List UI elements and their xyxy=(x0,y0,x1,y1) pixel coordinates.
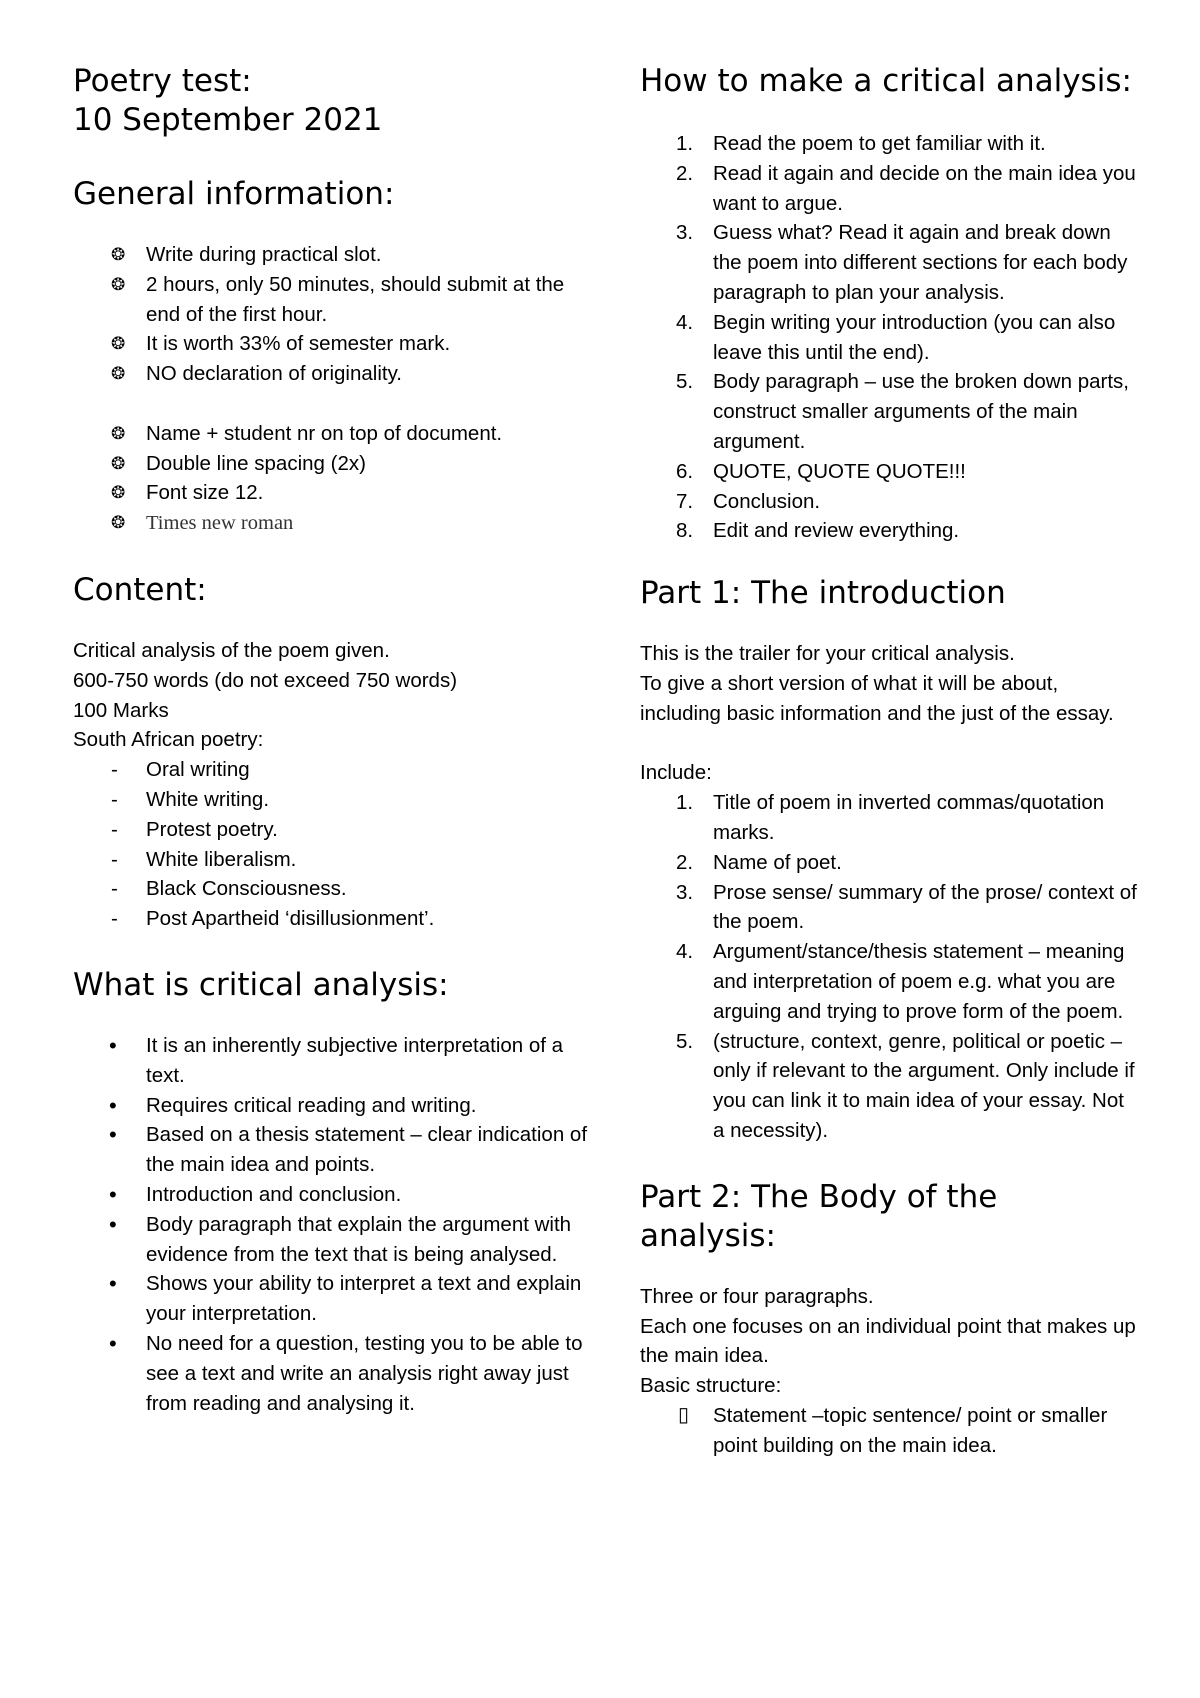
document-title xyxy=(73,62,593,140)
list-item: 6. QUOTE, QUOTE QUOTE!!! xyxy=(640,457,1140,487)
list-number: 7. xyxy=(676,489,694,513)
section-heading: General information: xyxy=(73,176,395,212)
list-item: 1. Read the poem to get familiar with it. xyxy=(640,129,1140,159)
section-heading: Content: xyxy=(73,571,207,608)
gear-bullet-icon: ❂ xyxy=(111,274,126,294)
dash-bullet: - xyxy=(111,847,118,871)
list-item: ▯ Statement –topic sentence/ point or smaller point building on the main idea. xyxy=(640,1401,1140,1461)
list-item: 3. Guess what? Read it again and break down the poem into different sections for each body paragraph to plan your analysis. xyxy=(640,218,1140,307)
general-list-b xyxy=(73,419,593,539)
list-item: - Black Consciousness. xyxy=(73,874,593,904)
list-item: • Shows your ability to interpret a text and explain your interpretation. xyxy=(109,1271,582,1326)
intro-line: This is the trailer for your critical analysis. xyxy=(640,642,1015,666)
dot-bullet: • xyxy=(109,1330,117,1356)
list-item: 2. Name of poet. xyxy=(640,848,1140,878)
content-line: Critical analysis of the poem given. xyxy=(73,638,390,662)
list-number: 5. xyxy=(676,1029,694,1053)
gear-bullet-icon: ❂ xyxy=(111,334,126,354)
gear-bullet-icon: ❂ xyxy=(111,245,126,264)
content-line: South African poetry: xyxy=(73,728,264,752)
body-line: Basic structure: xyxy=(640,1374,782,1398)
right-column xyxy=(640,62,1140,1492)
list-item: 5. (structure, context, genre, political or poetic – only if relevant to the argument. Only include if you can link it to main idea of your essay. Not a necessity). xyxy=(640,1027,1140,1146)
section-general-information xyxy=(73,175,593,539)
content-list xyxy=(73,755,593,934)
dot-bullet: • xyxy=(109,1181,117,1207)
list-item: ❂ NO declaration of originality. xyxy=(73,359,593,389)
list-number: 2. xyxy=(676,850,694,874)
dot-bullet: • xyxy=(109,1271,117,1297)
list-item: ❂ 2 hours, only 50 minutes, should submit at the end of the first hour. xyxy=(73,270,593,330)
list-item: ❂ Times new roman xyxy=(73,508,593,539)
list-item: • Body paragraph that explain the argument with evidence from the text that is being analysed. xyxy=(109,1211,572,1266)
dot-bullet: • xyxy=(109,1032,117,1058)
gear-bullet-icon: ❂ xyxy=(111,453,126,473)
gear-bullet-icon: ❂ xyxy=(111,364,126,384)
list-item: 3. Prose sense/ summary of the prose/ context of the poem. xyxy=(640,878,1140,938)
list-number: 1. xyxy=(676,132,694,155)
section-heading: What is critical analysis: xyxy=(73,966,449,1003)
list-item: - Protest poetry. xyxy=(73,815,593,845)
list-item: - Oral writing xyxy=(73,755,593,785)
list-item: 8. Edit and review everything. xyxy=(640,516,1140,546)
content-line: 100 Marks xyxy=(73,698,169,722)
general-list-a xyxy=(73,240,593,389)
section-content xyxy=(73,571,593,934)
list-item: - White liberalism. xyxy=(73,845,593,875)
list-number: 5. xyxy=(676,370,694,394)
section-part-2-body xyxy=(640,1178,1140,1461)
list-number: 3. xyxy=(676,880,694,904)
dash-bullet: - xyxy=(111,877,118,901)
gear-bullet-icon: ❂ xyxy=(111,483,126,503)
gear-bullet-icon: ❂ xyxy=(111,513,126,533)
left-column xyxy=(73,62,593,1450)
list-number: 4. xyxy=(676,310,694,334)
list-item: • Based on a thesis statement – clear indication of the main idea and points. xyxy=(109,1122,588,1177)
list-number: 2. xyxy=(676,161,694,185)
list-item: 5. Body paragraph – use the broken down parts, construct smaller arguments of the main argument. xyxy=(640,367,1140,456)
list-item: 2. Read it again and decide on the main idea you want to argue. xyxy=(640,159,1140,219)
dash-bullet: - xyxy=(111,817,118,841)
list-item: 7. Conclusion. xyxy=(640,487,1140,517)
section-how-to-make-critical-analysis xyxy=(640,62,1140,546)
dot-bullet: • xyxy=(109,1122,117,1148)
dash-bullet: - xyxy=(111,758,118,782)
intro-line: To give a short version of what it will be about, including basic information and the just of the essay. xyxy=(640,671,1114,725)
dot-bullet: • xyxy=(109,1211,117,1237)
include-list xyxy=(640,788,1140,1146)
body-line: Each one focuses on an individual point that makes up the main idea. xyxy=(640,1314,1136,1368)
list-item: - White writing. xyxy=(73,785,593,815)
list-item: • Requires critical reading and writing. xyxy=(73,1091,593,1121)
list-number: 1. xyxy=(676,791,694,815)
body-line: Three or four paragraphs. xyxy=(640,1284,874,1308)
list-number: 6. xyxy=(676,459,694,483)
title-line-1: Poetry test: xyxy=(73,63,252,99)
section-part-1-introduction xyxy=(640,574,1140,1146)
content-line: 600-750 words (do not exceed 750 words) xyxy=(73,668,458,692)
gear-bullet-icon: ❂ xyxy=(111,423,126,443)
dash-bullet: - xyxy=(111,787,118,811)
dot-bullet: • xyxy=(109,1092,117,1118)
structure-list xyxy=(640,1401,1140,1461)
list-item: • It is an inherently subjective interpretation of a text. xyxy=(109,1032,564,1087)
list-item: 4. Argument/stance/thesis statement – meaning and interpretation of poem e.g. what you are arguing and trying to prove form of the poem. xyxy=(640,937,1140,1026)
section-heading: How to make a critical analysis: xyxy=(640,63,1132,99)
include-label: Include: xyxy=(640,761,712,785)
list-item: • Introduction and conclusion. xyxy=(73,1180,593,1210)
list-number: 4. xyxy=(676,940,694,964)
section-heading: Part 2: The Body of the analysis: xyxy=(640,1178,998,1254)
section-heading: Part 1: The introduction xyxy=(640,575,1006,612)
list-item: ❂ Double line spacing (2x) xyxy=(73,449,593,479)
howto-list xyxy=(640,129,1140,546)
list-item: ❂ Name + student nr on top of document. xyxy=(73,419,593,449)
dash-bullet: - xyxy=(111,907,118,931)
list-item: - Post Apartheid ‘disillusionment’. xyxy=(73,904,593,934)
list-item: ❂ Write during practical slot. xyxy=(73,240,593,270)
critical-list xyxy=(73,1031,593,1418)
section-what-is-critical-analysis xyxy=(73,966,593,1418)
list-item: ❂ It is worth 33% of semester mark. xyxy=(73,329,593,359)
list-number: 3. xyxy=(676,221,694,245)
box-bullet-icon: ▯ xyxy=(678,1403,690,1426)
title-line-2: 10 September 2021 xyxy=(73,102,383,138)
list-number: 8. xyxy=(676,519,694,543)
list-item: ❂ Font size 12. xyxy=(73,478,593,508)
list-item: 1. Title of poem in inverted commas/quotation marks. xyxy=(640,788,1140,848)
list-item: 4. Begin writing your introduction (you can also leave this until the end). xyxy=(640,308,1140,368)
list-item: • No need for a question, testing you to be able to see a text and write an analysis right away just from reading and analysing it. xyxy=(109,1330,583,1415)
